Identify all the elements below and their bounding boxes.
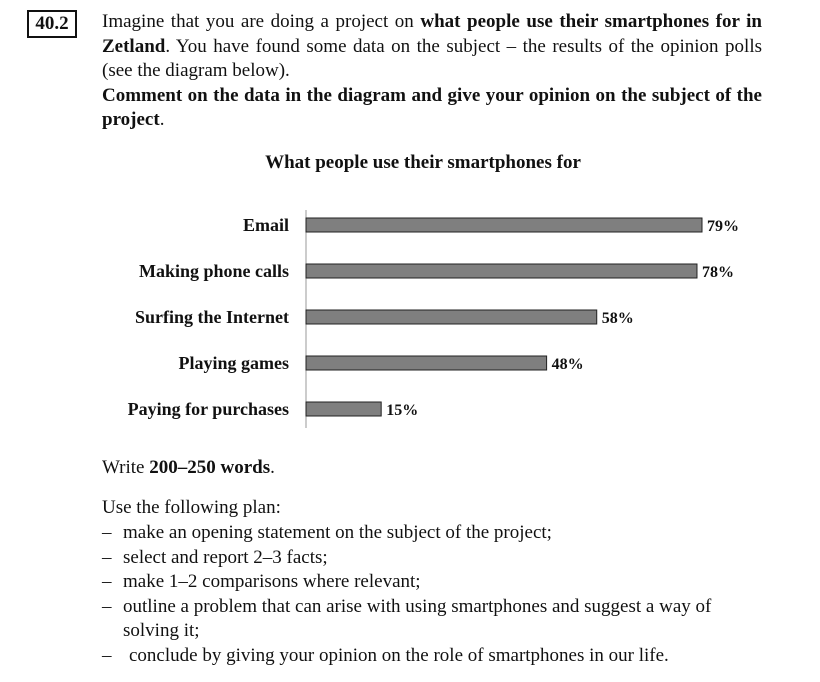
plan-dash: – — [102, 644, 112, 666]
task-number: 40.2 — [27, 10, 77, 38]
plan-item-text: outline a problem that can arise with using smartphones and suggest a way of solving it; — [123, 595, 712, 641]
plan-item-text: make 1–2 comparisons where relevant; — [123, 571, 421, 592]
category-label: Making phone calls — [138, 261, 289, 281]
value-label: 78% — [701, 264, 734, 281]
bar — [306, 264, 697, 278]
plan-item-text: make an opening statement on the subject of the project; — [123, 522, 552, 543]
category-label: Playing games — [178, 353, 289, 373]
value-label: 79% — [707, 218, 739, 235]
category-label: Surfing the Internet — [135, 307, 289, 327]
task-instruction-end: . — [159, 109, 165, 130]
task-topic: what people use their smartphones for in Zetland — [102, 11, 762, 57]
bar — [306, 356, 547, 370]
plan-list — [102, 521, 767, 668]
plan-item — [102, 644, 767, 669]
word-count-prefix: Write — [102, 457, 150, 478]
plan-dash: – — [102, 571, 112, 592]
plan-item-text: select and report 2–3 facts; — [123, 546, 328, 568]
plan-intro: Use the following plan: — [102, 497, 281, 518]
plan-dash: – — [102, 595, 112, 617]
bar — [306, 402, 381, 416]
task-prompt — [102, 10, 762, 133]
word-count-requirement — [102, 457, 275, 479]
plan-item — [102, 546, 767, 571]
bar — [306, 218, 702, 232]
chart-title: What people use their smartphones for — [265, 152, 581, 173]
category-label: Email — [242, 215, 289, 235]
bar — [306, 310, 597, 324]
value-label: 48% — [551, 356, 584, 373]
plan-item — [102, 595, 767, 644]
category-label: Paying for purchases — [127, 399, 289, 419]
task-intro-text: Imagine that you are doing a project on — [102, 11, 421, 32]
word-count-suffix: . — [270, 457, 275, 478]
plan-item — [102, 570, 767, 595]
plan-item — [102, 521, 767, 546]
word-count-range: 200–250 words — [149, 457, 271, 478]
task-intro-rest: . You have found some data on the subject – the results of the opinion polls (see the diagram below). — [102, 35, 762, 81]
task-instruction: Comment on the data in the diagram and give your opinion on the subject of the project — [102, 84, 762, 130]
plan-item-text: conclude by giving your opinion on the role of smartphones in our life. — [129, 644, 669, 666]
plan-dash: – — [102, 546, 112, 568]
plan-dash: – — [102, 522, 112, 543]
value-label: 58% — [601, 310, 634, 327]
value-label: 15% — [386, 402, 419, 419]
